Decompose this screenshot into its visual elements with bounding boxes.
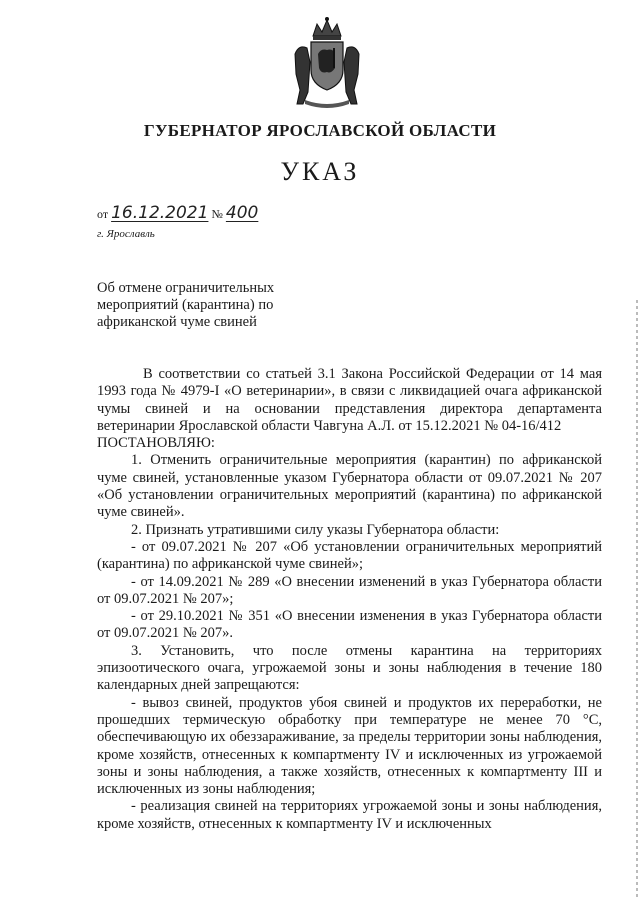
body-paragraph: В соответствии со статьей 3.1 Закона Российской Федерации от 14 мая 1993 года № 4979-I «О ветеринарии», в связи с ликвидацией очага африканской чумы свиней и на основании представления директора департамента ветеринарии Ярославской области Чавгуна А.Л. от 15.12.2021 № 04-16/412 [97,366,602,434]
body-paragraph: 2. Признать утратившими силу указы Губернатора области: [131,521,500,538]
body-list-item: - вывоз свиней, продуктов убоя свиней и продуктов их переработки, не прошедших термическую обработку при температуре не менее 70 °С, обеспечивающую их обеззараживание, за пределы территории зоны наблюдения, кроме хозяйств, отнесенных к компартменту IV и исключенных из угрожаемой зоны и зоны наблюдения, а также хозяйств, отнесенных к компартменту III и исключенных из зоны наблюдения; [97,694,602,798]
body-paragraph: 1. Отменить ограничительные мероприятия (карантин) по африканской чуме свиней, установленные указом Губернатора области от 09.07.2021 № 207 «Об установлении ограничительных мероприятий (карантина) по африканской чуме свиней». [97,452,602,521]
date-prefix: от [97,207,109,221]
document-number: 400 [225,203,259,223]
subject-line: мероприятий (карантина) по [97,297,274,313]
body-paragraph: 3. Установить, что после отмены карантина на территориях эпизоотического очага, угрожаемой зоны и зоны наблюдения в течение 180 календарных дней запрещаются: [97,642,602,694]
body-list-item: - реализация свиней на территориях угрожаемой зоны и зоны наблюдения, кроме хозяйств, отнесенных к компартменту IV и исключенных [97,798,602,832]
body-paragraph-resolution: ПОСТАНОВЛЯЮ: [97,435,215,452]
document-city: г. Ярославль [97,228,155,240]
body-list-item: - от 09.07.2021 № 207 «Об установлении ограничительных мероприятий (карантина) по африканской чуме свиней»; [97,538,602,573]
document-date: 16.12.2021 [111,203,209,223]
scan-edge-mark [636,300,638,900]
body-list-item: - от 29.10.2021 № 351 «О внесении изменения в указ Губернатора области от 09.07.2021 № 207». [97,608,602,642]
subject-line: Об отмене ограничительных [97,280,275,296]
document-body [97,366,602,833]
document-date-number [97,203,258,223]
subject-line: африканской чуме свиней [97,314,257,330]
number-prefix: № [211,207,223,221]
document-subject [97,280,274,331]
organization-title: ГУБЕРНАТОР ЯРОСЛАВСКОЙ ОБЛАСТИ [143,121,497,140]
document-type: УКАЗ [280,157,360,186]
coat-of-arms-emblem [291,14,363,110]
body-list-item: - от 14.09.2021 № 289 «О внесении изменений в указ Губернатора области от 09.07.2021 № 207»; [97,573,602,607]
